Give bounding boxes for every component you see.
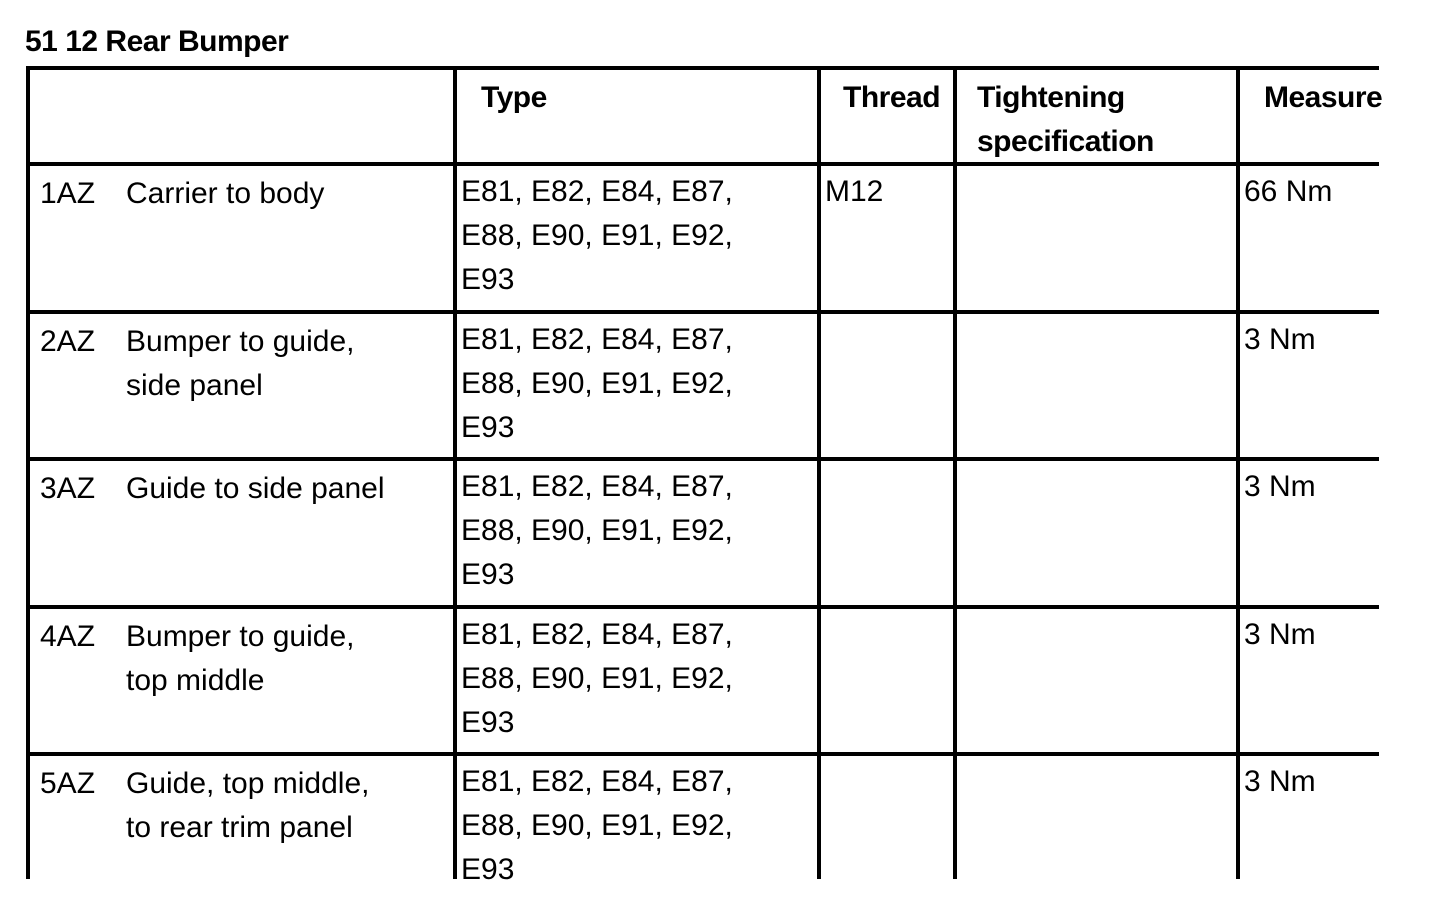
row-2-description: Bumper to guide, side panel (126, 325, 355, 402)
row-1-item-cell (30, 166, 453, 310)
row-1-measure: 66 Nm (1240, 166, 1399, 310)
row-3-measure: 3 Nm (1240, 461, 1399, 605)
row-3-thread (821, 461, 953, 605)
row-3-type: E81, E82, E84, E87, E88, E90, E91, E92, E93 (457, 461, 817, 605)
row-1-id: 1AZ (40, 177, 96, 210)
row-5-item-cell (30, 756, 453, 899)
row-4-type: E81, E82, E84, E87, E88, E90, E91, E92, E93 (457, 609, 817, 752)
row-1-tightening (957, 166, 1236, 310)
row-3-item-cell (30, 461, 453, 605)
row-1-thread: M12 (821, 166, 953, 310)
row-1-type: E81, E82, E84, E87, E88, E90, E91, E92, E93 (457, 166, 817, 310)
page-title: 51 12 Rear Bumper (25, 25, 289, 58)
row-2-id: 2AZ (40, 325, 96, 358)
row-3-tightening (957, 461, 1236, 605)
row-4-id: 4AZ (40, 620, 96, 653)
row-2-measure: 3 Nm (1240, 314, 1399, 457)
row-3-id: 3AZ (40, 472, 96, 505)
torque-table (26, 66, 1383, 886)
row-3-description: Guide to side panel (126, 472, 385, 505)
row-4-measure: 3 Nm (1240, 609, 1399, 752)
row-5-thread (821, 756, 953, 899)
row-4-item-cell (30, 609, 453, 752)
row-2-thread (821, 314, 953, 457)
header-blank-cell (30, 70, 453, 162)
row-5-tightening (957, 756, 1236, 899)
row-5-description: Guide, top middle, to rear trim panel (126, 767, 370, 844)
row-4-tightening (957, 609, 1236, 752)
row-5-type: E81, E82, E84, E87, E88, E90, E91, E92, E93 (457, 756, 817, 899)
row-1-description: Carrier to body (126, 177, 325, 210)
row-4-description: Bumper to guide, top middle (126, 620, 355, 697)
row-4-thread (821, 609, 953, 752)
row-2-tightening (957, 314, 1236, 457)
header-thread: Thread (821, 70, 953, 162)
header-tightening-label: Tightening specification (977, 81, 1154, 158)
row-5-measure: 3 Nm (1240, 756, 1399, 899)
header-type: Type (457, 70, 817, 162)
header-measure: Measure (1240, 70, 1399, 162)
row-2-type: E81, E82, E84, E87, E88, E90, E91, E92, E93 (457, 314, 817, 457)
header-tightening-specification (957, 70, 1236, 162)
row-5-id: 5AZ (40, 767, 96, 800)
row-2-item-cell (30, 314, 453, 457)
